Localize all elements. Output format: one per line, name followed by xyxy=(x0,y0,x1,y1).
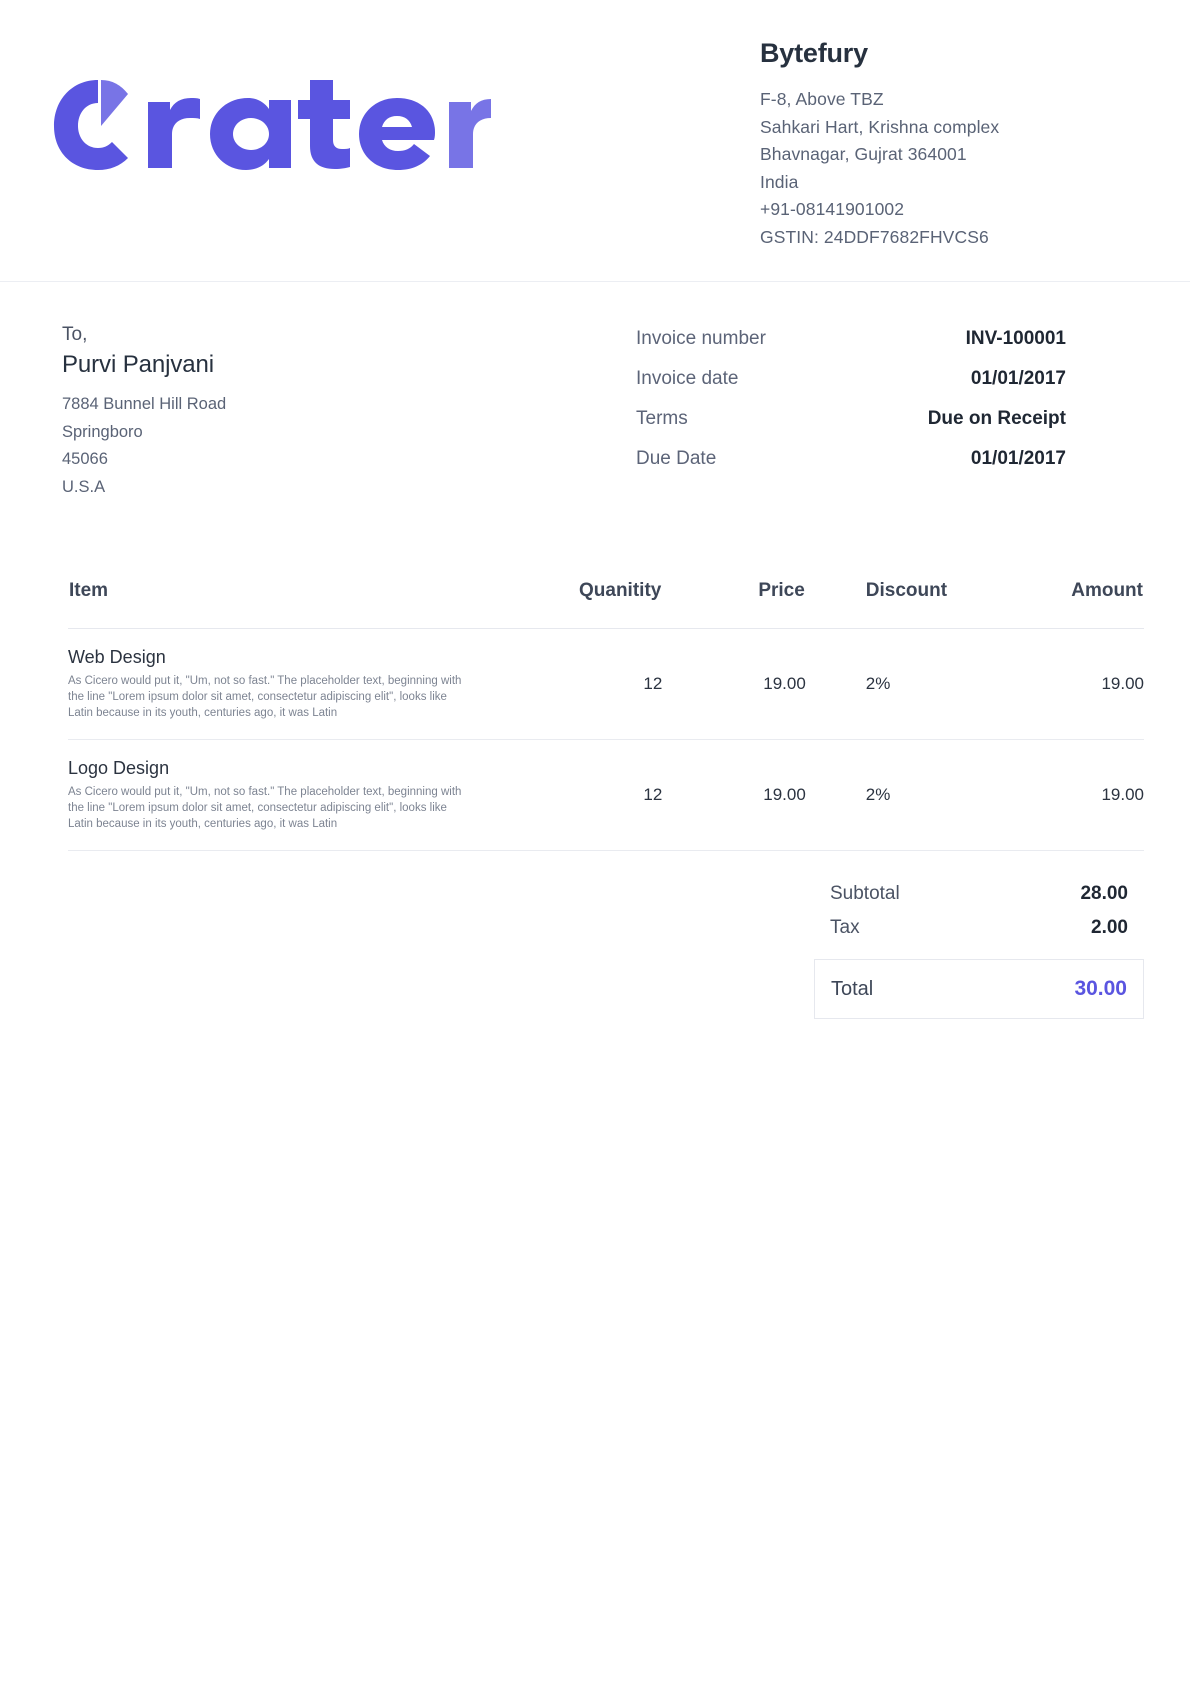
item-price: 19.00 xyxy=(662,740,805,851)
item-title: Web Design xyxy=(68,647,166,667)
column-header-item: Item xyxy=(68,579,509,629)
subtotal-label: Subtotal xyxy=(830,883,900,904)
client-address-line: U.S.A xyxy=(62,477,106,496)
invoice-meta xyxy=(0,282,1190,501)
invoice-date-value: 01/01/2017 xyxy=(970,368,1066,389)
due-date-label: Due Date xyxy=(636,448,717,469)
tax-label: Tax xyxy=(830,917,860,938)
item-price: 19.00 xyxy=(662,629,805,740)
company-gstin: GSTIN: 24DDF7682FHVCS6 xyxy=(760,226,989,247)
client-address-line: 45066 xyxy=(62,450,108,468)
client-name: Purvi Panjvani xyxy=(62,351,215,378)
line-items-table xyxy=(68,579,1144,851)
column-header-discount: Discount xyxy=(806,579,980,629)
invoice-number-label: Invoice number xyxy=(636,328,766,349)
terms-row xyxy=(636,408,1066,430)
company-phone: +91-08141901002 xyxy=(760,199,905,219)
item-discount: 2% xyxy=(806,740,980,851)
due-date-value: 01/01/2017 xyxy=(970,448,1066,469)
column-header-price: Price xyxy=(662,579,805,629)
company-name: Bytefury xyxy=(760,38,868,68)
item-quantity: 12 xyxy=(509,740,663,851)
item-description: As Cicero would put it, "Um, not so fast." The placeholder text, beginning with the line "Lorem ipsum dolor sit amet, consectetur adipiscing elit", looks like Latin because in its youth, centuries ago, it was Latin xyxy=(68,786,462,830)
item-cell xyxy=(68,740,509,851)
grand-total-row xyxy=(814,959,1144,1019)
to-label: To, xyxy=(62,324,88,345)
item-discount: 2% xyxy=(806,629,980,740)
table-row xyxy=(68,629,1144,740)
bill-to-block xyxy=(62,324,502,501)
table-header-row xyxy=(68,579,1144,629)
due-date-row xyxy=(636,448,1066,470)
invoice-date-row xyxy=(636,368,1066,390)
table-row xyxy=(68,740,1144,851)
column-header-quantity: Quanitity xyxy=(509,579,663,629)
invoice-number-row xyxy=(636,328,1066,350)
invoice-number-value: INV-100001 xyxy=(965,328,1066,349)
company-address-line: Bhavnagar, Gujrat 364001 xyxy=(760,144,967,164)
subtotal-row xyxy=(814,877,1144,911)
crater-logo xyxy=(52,34,492,172)
terms-label: Terms xyxy=(636,408,688,429)
total-label: Total xyxy=(831,978,874,1000)
invoice-fields xyxy=(636,324,1066,501)
invoice-header xyxy=(0,0,1190,282)
terms-value: Due on Receipt xyxy=(927,408,1066,429)
company-address-line: Sahkari Hart, Krishna complex xyxy=(760,116,1000,137)
column-header-amount: Amount xyxy=(980,579,1144,629)
item-description: As Cicero would put it, "Um, not so fast." The placeholder text, beginning with the line "Lorem ipsum dolor sit amet, consectetur adipiscing elit", looks like Latin because in its youth, centuries ago, it was Latin xyxy=(68,675,462,719)
totals-section xyxy=(0,877,1144,1019)
subtotal-value: 28.00 xyxy=(1080,883,1128,904)
invoice-date-label: Invoice date xyxy=(636,368,739,389)
total-value: 30.00 xyxy=(1074,977,1127,1000)
tax-row xyxy=(814,911,1144,945)
client-address-line: 7884 Bunnel Hill Road xyxy=(62,395,227,413)
company-address-line: F-8, Above TBZ xyxy=(760,89,884,109)
item-amount: 19.00 xyxy=(980,629,1144,740)
item-quantity: 12 xyxy=(509,629,663,740)
item-title: Logo Design xyxy=(68,758,170,778)
item-cell xyxy=(68,629,509,740)
tax-value: 2.00 xyxy=(1091,917,1128,938)
company-address-line: India xyxy=(760,171,799,192)
client-address-line: Springboro xyxy=(62,422,143,441)
item-amount: 19.00 xyxy=(980,740,1144,851)
company-block xyxy=(760,34,1060,251)
